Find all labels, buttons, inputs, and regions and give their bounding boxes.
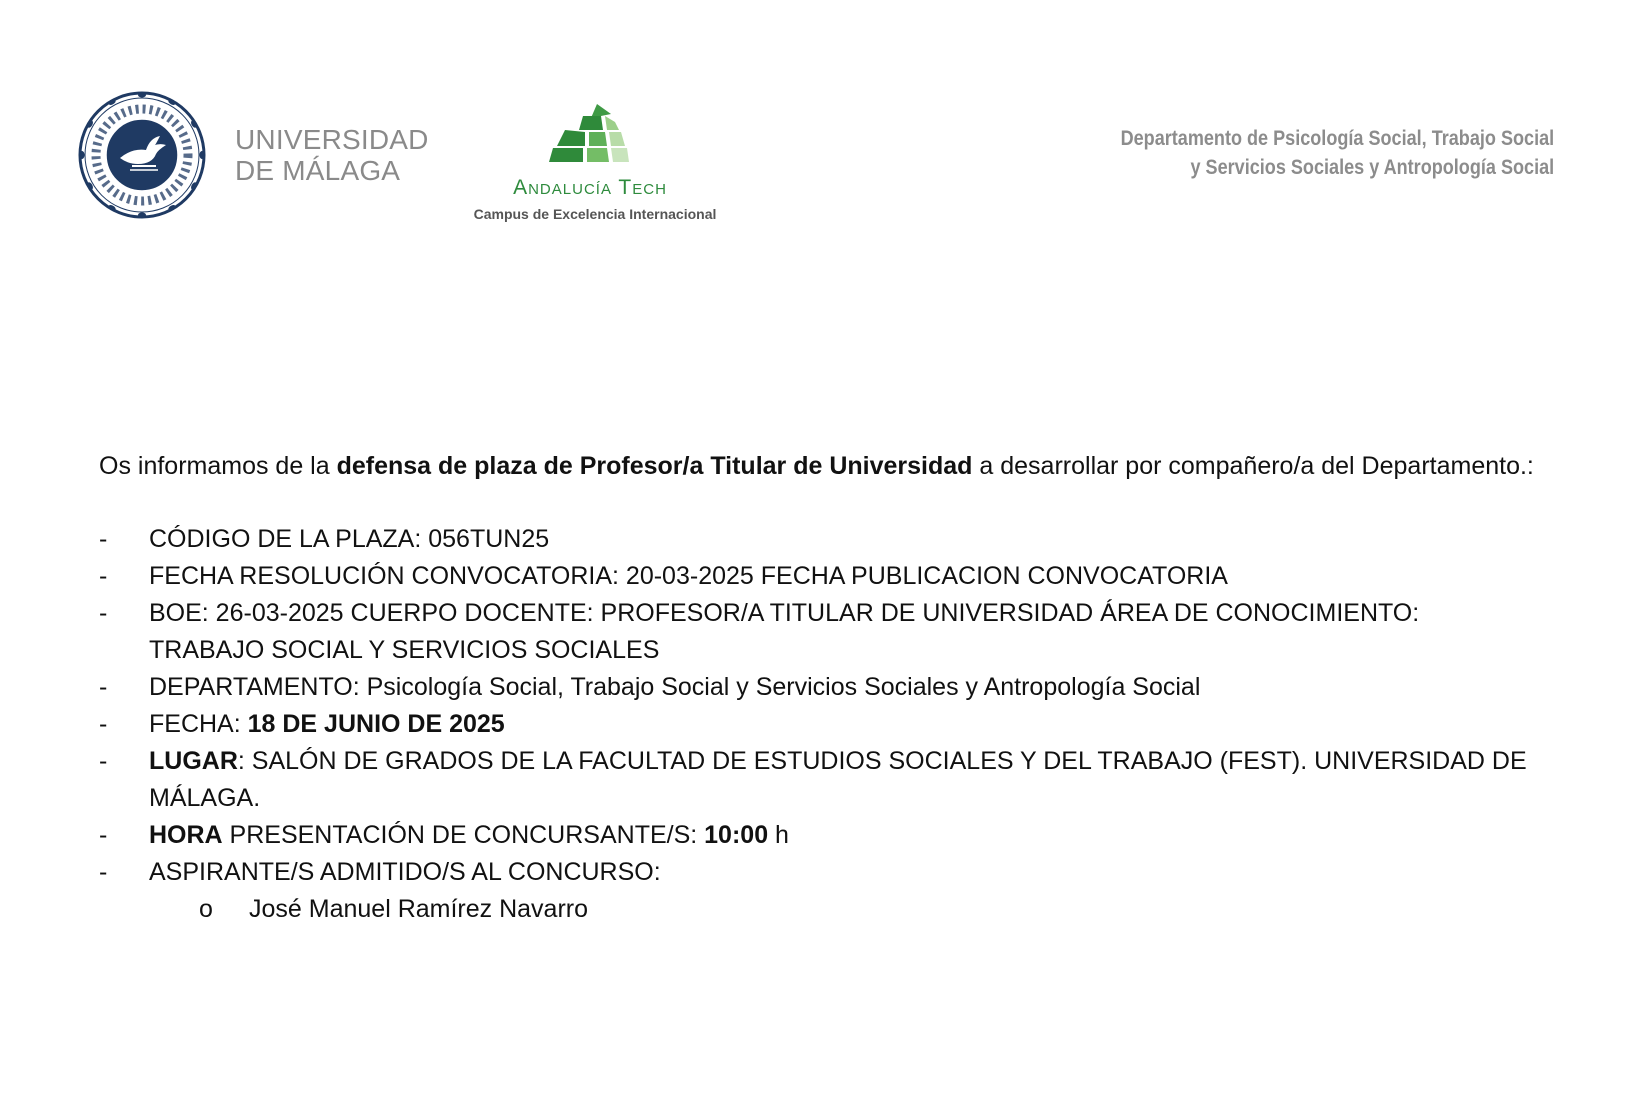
department-header-line1: Departamento de Psicología Social, Trabajo Social xyxy=(1120,127,1554,150)
list-item-codigo xyxy=(99,521,1539,558)
aspirantes-text: ASPIRANTE/S ADMITIDO/S AL CONCURSO: xyxy=(149,858,661,886)
list-item-aspirantes xyxy=(99,854,1539,891)
hora-label: HORA xyxy=(149,821,223,849)
intro-text-start: Os informamos de la xyxy=(99,452,337,480)
page-header xyxy=(0,0,1642,240)
aspirantes-list xyxy=(99,891,1539,928)
list-item-hora xyxy=(99,817,1539,854)
andalucia-tech-logo xyxy=(455,104,735,229)
aspirante-name: José Manuel Ramírez Navarro xyxy=(249,895,589,923)
dash-bullet: - xyxy=(99,858,108,886)
circle-bullet: o xyxy=(199,895,213,923)
lugar-label: LUGAR xyxy=(149,747,238,775)
department-header xyxy=(1120,124,1554,182)
codigo-plaza-text: CÓDIGO DE LA PLAZA: 056TUN25 xyxy=(149,525,550,553)
dash-bullet: - xyxy=(99,562,108,590)
list-item-boe xyxy=(99,595,1539,669)
list-item-fecha xyxy=(99,706,1539,743)
dash-bullet: - xyxy=(99,673,108,701)
fecha-value: 18 DE JUNIO DE 2025 xyxy=(247,710,505,738)
dash-bullet: - xyxy=(99,710,108,738)
andalucia-tech-subtitle: Campus de Excelencia Internacional xyxy=(473,206,717,222)
list-item-lugar xyxy=(99,743,1539,817)
universidad-malaga-logo xyxy=(72,90,432,220)
andalucia-tech-leaf-icon xyxy=(539,104,629,172)
announcement-body xyxy=(99,448,1539,928)
andalucia-tech-name: Andalucía Tech xyxy=(513,176,667,199)
department-header-line2: y Servicios Sociales y Antropología Social xyxy=(1190,156,1554,179)
university-name-line2: DE MÁLAGA xyxy=(235,155,401,186)
dash-bullet: - xyxy=(99,821,108,849)
dash-bullet: - xyxy=(99,525,108,553)
departamento-text: DEPARTAMENTO: Psicología Social, Trabajo Social y Servicios Sociales y Antropología Social xyxy=(149,673,1201,701)
hora-value: 10:00 xyxy=(704,821,769,849)
university-name-line1: UNIVERSIDAD xyxy=(235,124,429,155)
dash-bullet: - xyxy=(99,599,108,627)
intro-text-bold: defensa de plaza de Profesor/a Titular de Universidad xyxy=(336,452,973,480)
boe-text: BOE: 26-03-2025 CUERPO DOCENTE: PROFESOR/A TITULAR DE UNIVERSIDAD ÁREA DE CONOCIMIENTO: TRABAJO SOCIAL Y SERVICIOS SOCIALES xyxy=(149,599,1420,664)
list-item-departamento xyxy=(99,669,1539,706)
dash-bullet: - xyxy=(99,747,108,775)
details-list xyxy=(99,521,1539,891)
lugar-value: : SALÓN DE GRADOS DE LA FACULTAD DE ESTUDIOS SOCIALES Y DEL TRABAJO (FEST). UNIVERSIDAD DE MÁLAGA. xyxy=(149,747,1527,812)
fecha-label: FECHA: xyxy=(149,710,248,738)
hora-text: PRESENTACIÓN DE CONCURSANTE/S: xyxy=(222,821,705,849)
universitas-malacitana-seal-icon xyxy=(72,90,212,220)
intro-paragraph xyxy=(99,448,1539,485)
hora-unit: h xyxy=(768,821,789,849)
universidad-malaga-wordmark xyxy=(235,124,429,186)
intro-text-end: a desarrollar por compañero/a del Departamento.: xyxy=(972,452,1534,480)
list-item-fecha-resolucion xyxy=(99,558,1539,595)
aspirante-item xyxy=(99,891,1539,928)
fecha-resolucion-text: FECHA RESOLUCIÓN CONVOCATORIA: 20-03-2025 FECHA PUBLICACION CONVOCATORIA xyxy=(149,562,1228,590)
